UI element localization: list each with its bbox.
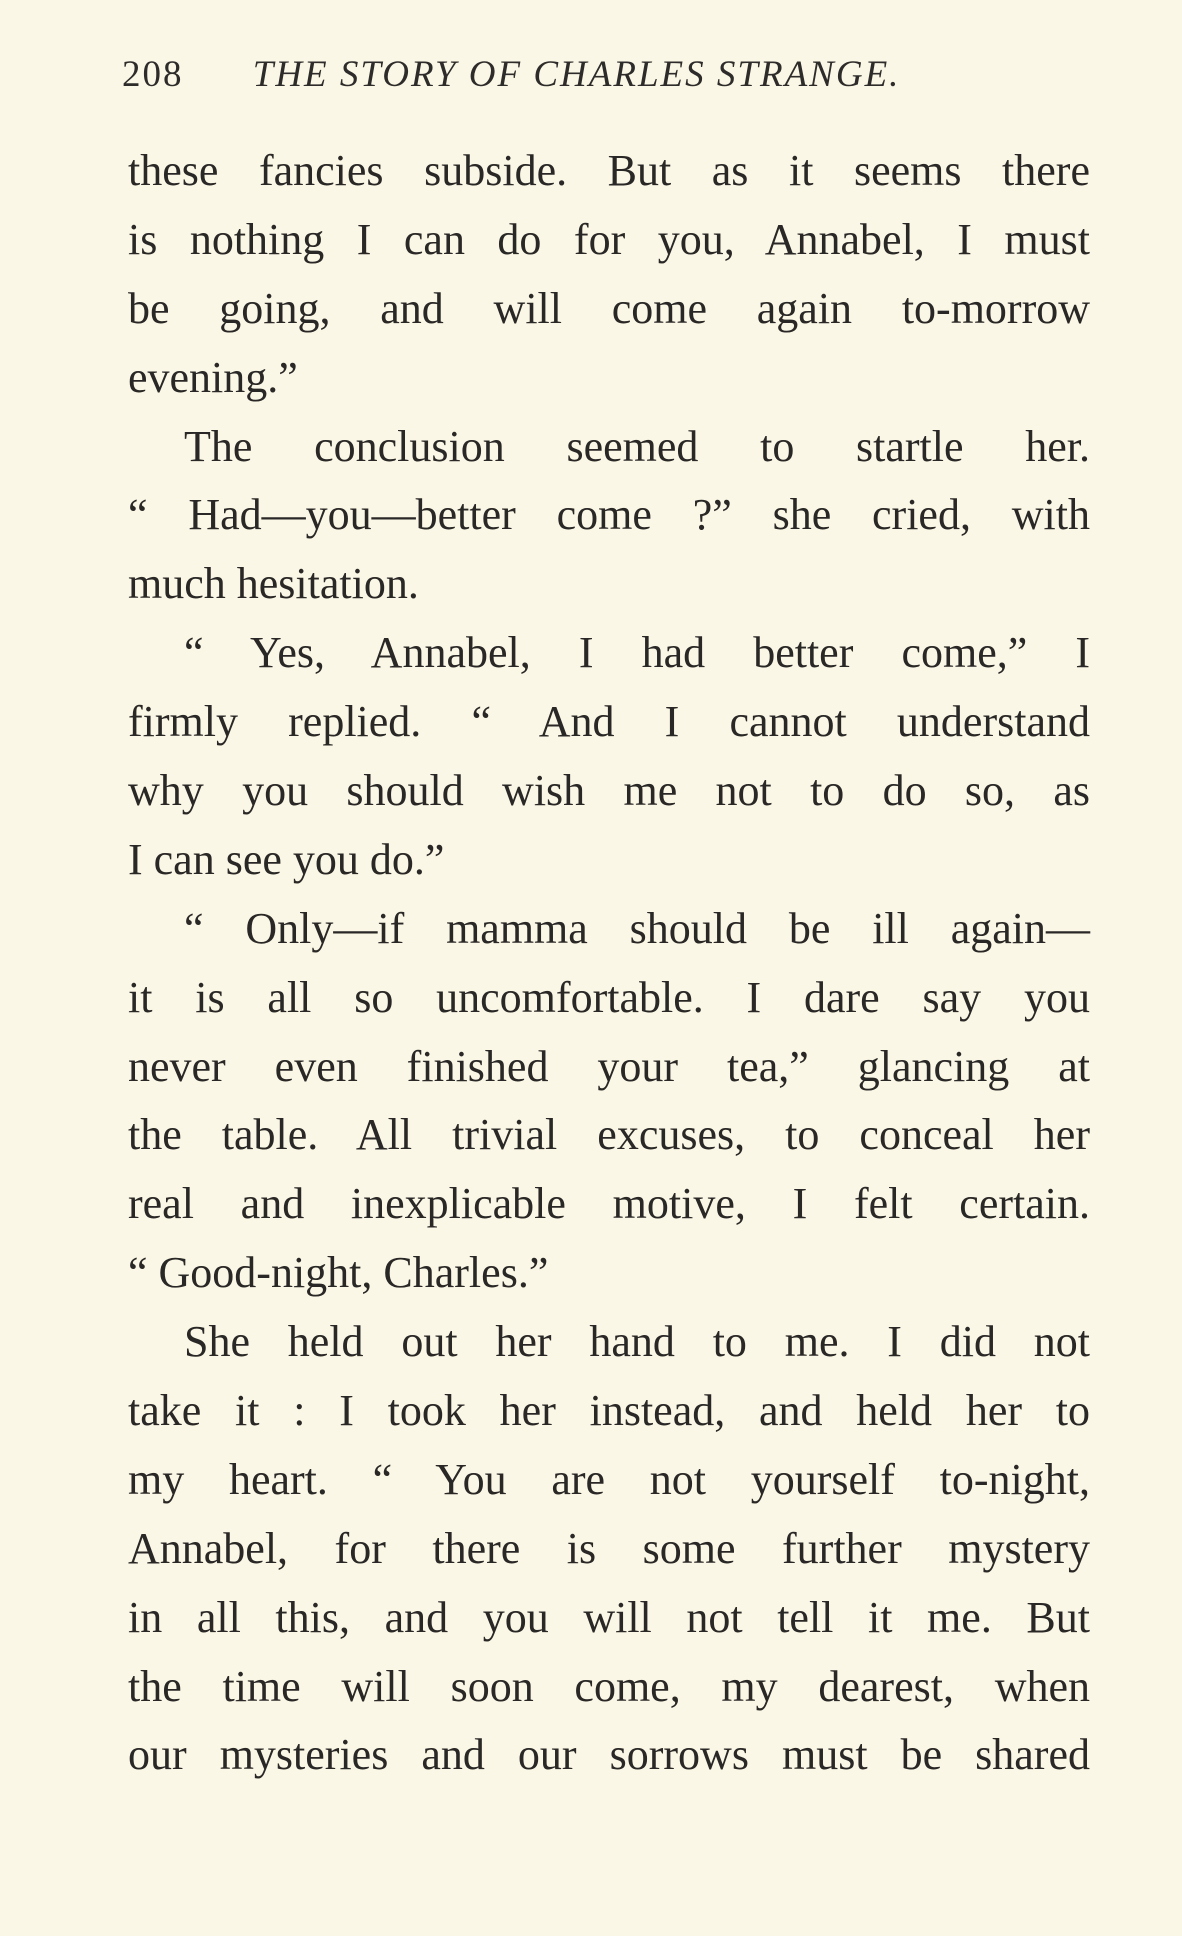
text-line: I can see you do.” [128, 834, 445, 884]
text-line: “ Good-night, Charles.” [128, 1248, 549, 1298]
text-line: never even finished your tea,” glancing at [128, 1041, 1090, 1091]
text-line: “ Yes, Annabel, I had better come,” I [184, 628, 1090, 678]
text-line: “ Only—if mamma should be ill again— [184, 903, 1090, 953]
text-line: take it : I took her instead, and held her to [128, 1386, 1090, 1436]
text-line: be going, and will come again to-morrow [128, 283, 1090, 333]
body-text [128, 137, 1090, 1790]
text-line: my heart. “ You are not yourself to-night, [128, 1454, 1090, 1504]
text-line: why you should wish me not to do so, as [128, 766, 1090, 816]
text-line: is nothing I can do for you, Annabel, I must [128, 214, 1090, 264]
text-line: much hesitation. [128, 559, 419, 609]
text-line: “ Had—you—better come ?” she cried, with [128, 490, 1090, 540]
text-line: She held out her hand to me. I did not [184, 1317, 1090, 1367]
running-title: THE STORY OF CHARLES STRANGE. [252, 54, 901, 95]
text-line: The conclusion seemed to startle her. [184, 421, 1090, 471]
text-line: our mysteries and our sorrows must be shared [128, 1730, 1090, 1780]
text-line: Annabel, for there is some further mystery [128, 1523, 1090, 1573]
text-line: the time will soon come, my dearest, when [128, 1661, 1090, 1711]
page-number: 208 [122, 54, 184, 95]
running-head [122, 50, 982, 100]
text-line: firmly replied. “ And I cannot understand [128, 697, 1090, 747]
text-line: it is all so uncomfortable. I dare say you [128, 972, 1090, 1022]
text-line: in all this, and you will not tell it me. But [128, 1592, 1090, 1642]
text-line: evening.” [128, 352, 298, 402]
text-line: the table. All trivial excuses, to conceal her [128, 1110, 1090, 1160]
text-line: real and inexplicable motive, I felt certain. [128, 1179, 1090, 1229]
text-line: these fancies subside. But as it seems there [128, 146, 1090, 195]
